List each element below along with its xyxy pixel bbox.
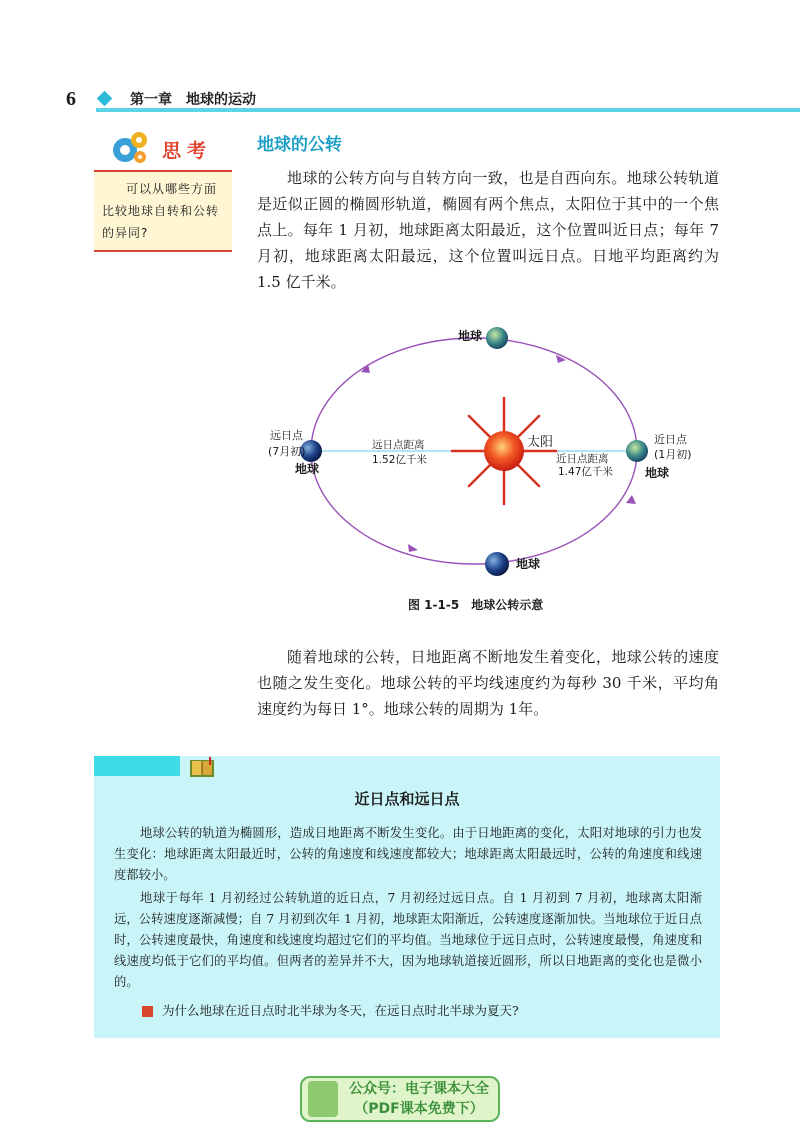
paragraph-revolution-speed: 随着地球的公转，日地距离不断地发生着变化，地球公转的速度也随之发生变化。地球公转的平均线速度约为每秒 30 千米，平均角速度约为每日 1°。地球公转的周期为 1年。: [257, 648, 719, 718]
think-text: 可以从哪些方面比较地球自转和公转的异同?: [102, 182, 220, 240]
reading-paragraph-2: 地球于每年 1 月初经过公转轨道的近日点，7 月初经过远日点。自 1 月初到 7 月初，地球离太阳渐远，公转速度逐渐减慢；自 7 月初到次年 1 月初，地球距太阳渐近，公转速度逐渐加快。当地球位于近日点时，公转速度最快，角速度和线速度均超过它们的平均值。当地球位于远日点时，公转速度最慢，角速度和线速度均低于它们的平均值。但两者的差异并不大，因为地球轨道接近圆形，所以日地距离的变化也是微小的。: [114, 891, 702, 989]
earth-perihelion: [626, 440, 648, 462]
aphelion-label: 远日点: [270, 429, 303, 442]
earth-label-bottom: 地球: [516, 557, 541, 571]
gears-icon: [110, 128, 150, 168]
aphelion-distance-label: 远日点距离: [372, 439, 425, 451]
earth-label-top: 地球: [458, 329, 483, 343]
think-rule-bottom: [94, 250, 232, 252]
reading-paragraph-1: 地球公转的轨道为椭圆形，造成日地距离不断发生变化。由于日地距离的变化，太阳对地球的引力也发生变化：地球距离太阳最近时，公转的角速度和线速度都较大；地球距离太阳最远时，公转的角速度和线速度都较小。: [114, 826, 702, 882]
orbit-arrow-right: [626, 495, 636, 504]
perihelion-distance-value: 1.47亿千米: [558, 466, 613, 478]
aphelion-time: (7月初): [268, 445, 306, 458]
earth-label-perihelion: 地球: [645, 466, 670, 480]
section-title: 地球的公转: [257, 135, 342, 155]
badge-line-2: （PDF课本免费下）: [354, 1101, 484, 1117]
sun: [484, 431, 524, 471]
chapter-title: 第一章 地球的运动: [130, 92, 256, 108]
earth-label-aphelion: 地球: [295, 462, 320, 476]
question-square-icon: [142, 1006, 153, 1017]
think-title: 思考: [162, 140, 213, 162]
question-text: 为什么地球在近日点时北半球为冬天，在远日点时北半球为夏天?: [162, 1003, 519, 1018]
header-diamond-icon: [97, 91, 113, 107]
book-stack-icon: [308, 1081, 338, 1117]
figure-caption: 图 1-1-5 地球公转示意: [408, 598, 544, 612]
earth-bottom: [485, 552, 509, 576]
sun-label: 太阳: [527, 435, 554, 450]
paragraph-revolution-orbit: 地球的公转方向与自转方向一致，也是自西向东。地球公转轨道是近似正圆的椭圆形轨道，椭圆有两个焦点，太阳位于其中的一个焦点上。每年 1 月初，地球距离太阳最近，这个位置叫近日点；每年 7 月初，地球距离太阳最远，这个位置叫远日点。日地平均距离约为 1.5 亿千米。: [257, 169, 719, 291]
perihelion-time: (1月初): [654, 448, 692, 461]
orbit-arrow-bottom: [408, 544, 418, 552]
reading-title: 近日点和远日点: [354, 790, 460, 808]
orbit-diagram: [256, 318, 716, 618]
perihelion-label: 近日点: [654, 433, 687, 446]
orbit-arrow-top: [556, 355, 566, 363]
aphelion-distance-value: 1.52亿千米: [372, 454, 427, 466]
book-icon: [188, 757, 216, 779]
page-number: 6: [66, 88, 76, 110]
header-rule: [96, 108, 800, 112]
perihelion-distance-label: 近日点距离: [556, 453, 609, 465]
badge-line-1: 公众号：电子课本大全: [349, 1081, 489, 1097]
reading-tab: [94, 756, 180, 776]
earth-top: [486, 327, 508, 349]
